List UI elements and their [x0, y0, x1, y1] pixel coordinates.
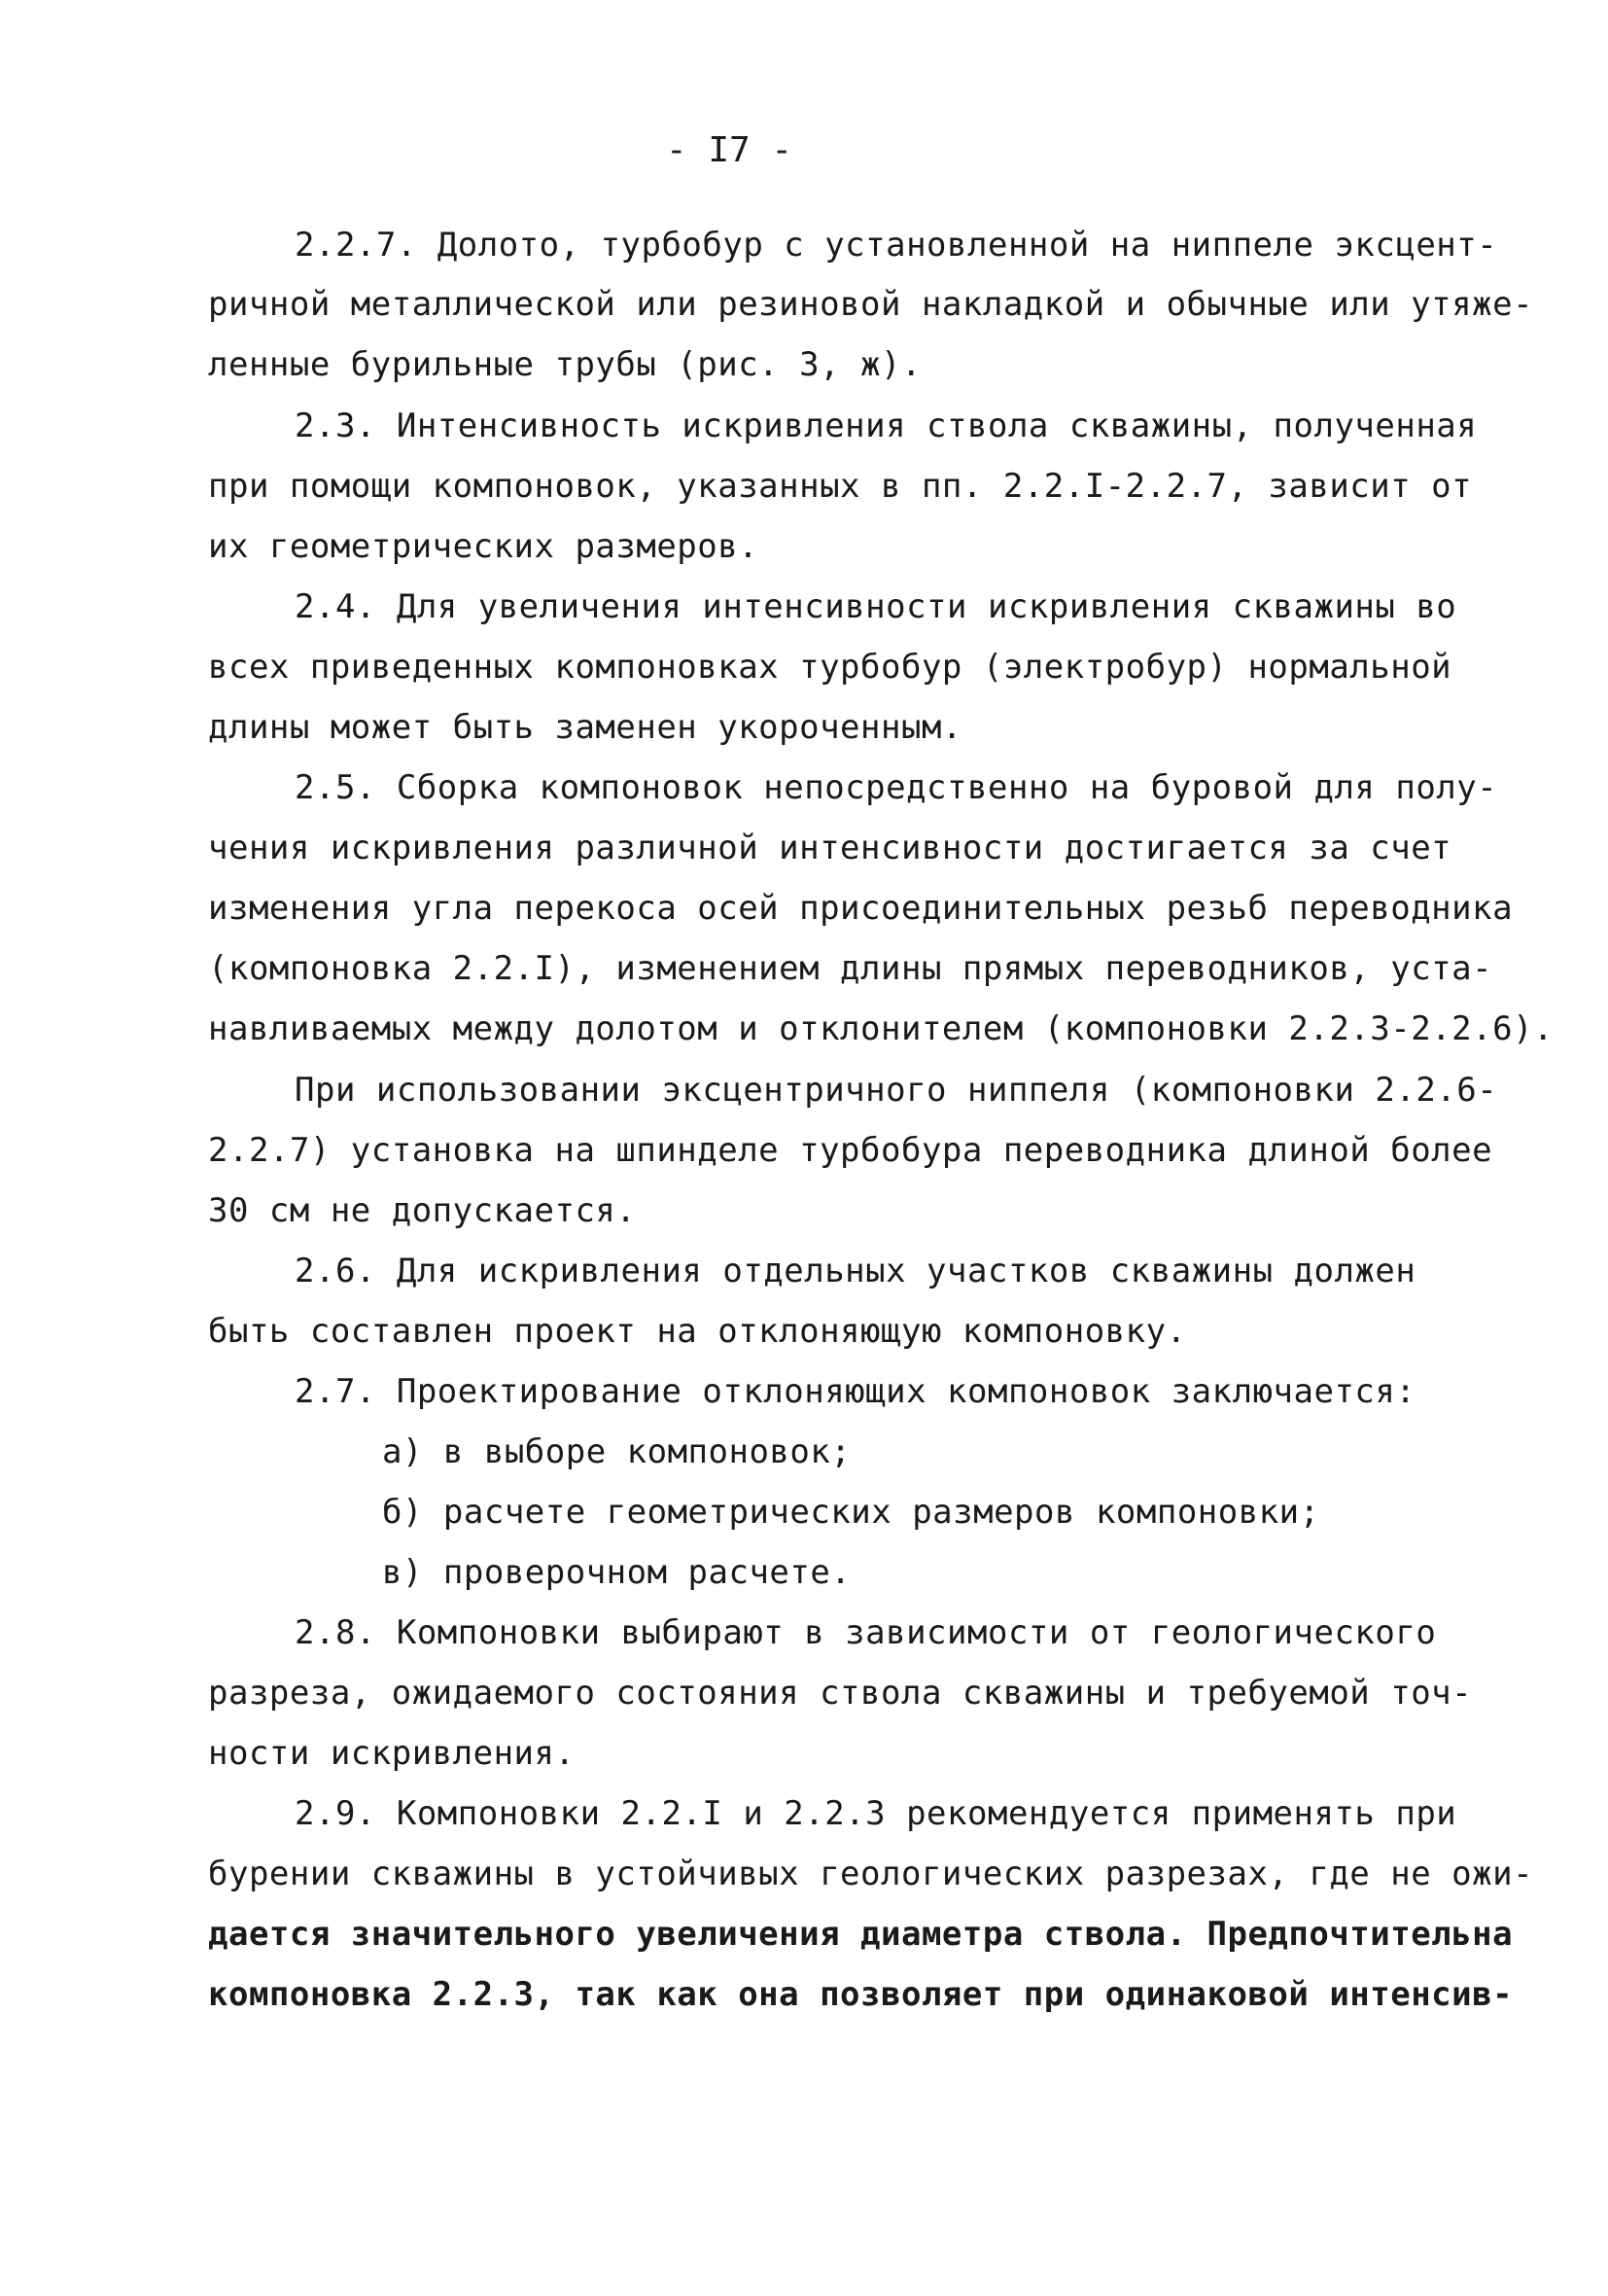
text-line: 2.7. Проектирование отклоняющих компоновок заключается:: [295, 1372, 1416, 1411]
text-line: разреза, ожидаемого состояния ствола скважины и требуемой точ-: [208, 1674, 1473, 1713]
page-number: - I7 -: [665, 130, 793, 170]
text-line: 2.8. Компоновки выбирают в зависимости от геологического: [295, 1613, 1437, 1652]
text-line: 2.9. Компоновки 2.2.I и 2.2.3 рекомендуется применять при: [295, 1794, 1457, 1833]
text-line: 2.3. Интенсивность искривления ствола скважины, полученная: [295, 406, 1478, 445]
text-line: При использовании эксцентричного ниппеля (компоновки 2.2.6-: [295, 1071, 1498, 1110]
text-line: чения искривления различной интенсивности достигается за счет: [208, 829, 1452, 867]
text-line: изменения угла перекоса осей присоединительных резьб переводника: [208, 889, 1514, 928]
list-item: а) в выборе компоновок;: [382, 1432, 852, 1471]
text-line: 2.6. Для искривления отдельных участков скважины должен: [295, 1252, 1416, 1290]
list-item: в) проверочном расчете.: [382, 1553, 852, 1592]
list-item: б) расчете геометрических размеров компоновки;: [382, 1493, 1320, 1532]
text-line: быть составлен проект на отклоняющую компоновку.: [208, 1312, 1187, 1351]
text-line: (компоновка 2.2.I), изменением длины прямых переводников, уста-: [208, 949, 1493, 988]
text-line: бурении скважины в устойчивых геологических разрезах, где не ожи-: [208, 1854, 1534, 1893]
text-line: навливаемых между долотом и отклонителем (компоновки 2.2.3-2.2.6).: [208, 1009, 1555, 1048]
text-line: дается значительного увеличения диаметра ствола. Предпочтительна: [208, 1915, 1514, 1954]
text-line: 30 см не допускается.: [208, 1191, 637, 1230]
text-line: всех приведенных компоновках турбобур (электробур) нормальной: [208, 648, 1452, 687]
text-line: 2.2.7. Долото, турбобур с установленной на ниппеле эксцент-: [295, 226, 1498, 265]
text-line: компоновка 2.2.3, так как она позволяет при одинаковой интенсив-: [208, 1975, 1514, 2014]
text-line: 2.5. Сборка компоновок непосредственно на буровой для полу-: [295, 768, 1498, 807]
text-line: при помощи компоновок, указанных в пп. 2.2.I-2.2.7, зависит от: [208, 467, 1473, 506]
text-line: ленные бурильные трубы (рис. 3, ж).: [208, 345, 922, 384]
text-line: их геометрических размеров.: [208, 527, 759, 566]
text-line: ричной металлической или резиновой накладкой и обычные или утяже-: [208, 285, 1534, 324]
text-line: 2.2.7) установка на шпинделе турбобура переводника длиной более: [208, 1131, 1493, 1170]
text-line: 2.4. Для увеличения интенсивности искривления скважины во: [295, 587, 1457, 626]
text-line: ности искривления.: [208, 1734, 576, 1773]
text-line: длины может быть заменен укороченным.: [208, 708, 962, 747]
